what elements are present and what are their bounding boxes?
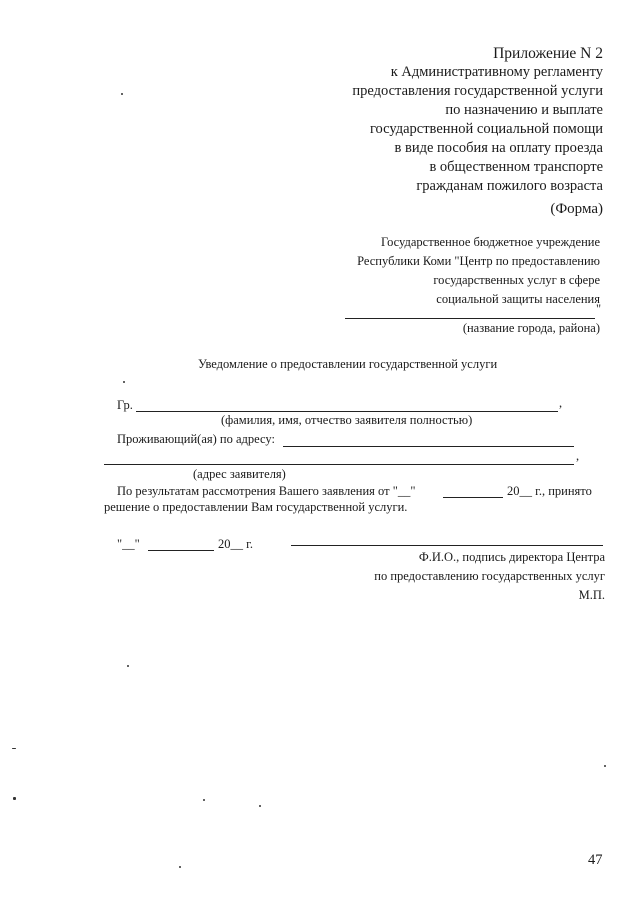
appendix-title: Приложение N 2 (493, 45, 603, 62)
city-underline (345, 318, 595, 319)
decision-text-line2: решение о предоставлении Вам государственной услуги. (104, 500, 408, 514)
form-label: (Форма) (550, 201, 603, 217)
address-label: Проживающий(ая) по адресу: (117, 432, 275, 446)
scan-speck (127, 665, 129, 667)
citizen-prefix: Гр. (117, 398, 133, 412)
address-line-1 (283, 446, 574, 447)
decision-text-a: По результатам рассмотрения Вашего заявления от "__" (117, 484, 416, 498)
signature-caption: по предоставлению государственных услуг (374, 569, 605, 583)
signature-date-day: "__" (117, 537, 140, 551)
decision-text-b: 20__ г., принято (507, 484, 592, 498)
organization-line: Государственное бюджетное учреждение (380, 235, 600, 249)
citizen-name-line (136, 411, 558, 412)
scan-speck (12, 748, 16, 749)
organization-line: социальной защиты населения (436, 292, 600, 306)
scan-speck (121, 93, 123, 95)
scan-speck (259, 805, 261, 807)
citizen-caption: (фамилия, имя, отчество заявителя полностью) (221, 413, 473, 427)
scan-speck (13, 797, 16, 800)
scan-speck (203, 799, 205, 801)
organization-line: Республики Коми "Центр по предоставлению (357, 254, 600, 268)
city-closing-quote: " (596, 302, 602, 316)
scan-speck (179, 866, 181, 868)
citizen-line-end: , (559, 396, 563, 410)
address-line-end: , (576, 449, 580, 463)
page-number: 47 (588, 852, 603, 868)
scan-speck (604, 765, 606, 767)
signature-date-month-line (148, 550, 214, 551)
decision-date-line (443, 497, 503, 498)
signature-date-year: 20__ г. (218, 537, 253, 551)
address-line-2 (104, 464, 574, 465)
signature-line (291, 545, 603, 546)
header-line: предоставления государственной услуги (352, 83, 603, 99)
organization-line: государственных услуг в сфере (433, 273, 600, 287)
header-line: государственной социальной помощи (369, 121, 603, 137)
notice-title: Уведомление о предоставлении государственной услуги (198, 357, 498, 371)
scan-speck (123, 381, 125, 383)
header-line: к Административному регламенту (390, 64, 603, 80)
city-caption: (название города, района) (462, 321, 600, 335)
stamp-label: М.П. (578, 588, 605, 602)
signature-caption: Ф.И.О., подпись директора Центра (418, 550, 605, 564)
header-line: гражданам пожилого возраста (416, 178, 603, 194)
header-line: в виде пособия на оплату проезда (394, 140, 603, 156)
header-line: в общественном транспорте (429, 159, 603, 175)
header-line: по назначению и выплате (445, 102, 603, 118)
address-caption: (адрес заявителя) (193, 467, 286, 481)
